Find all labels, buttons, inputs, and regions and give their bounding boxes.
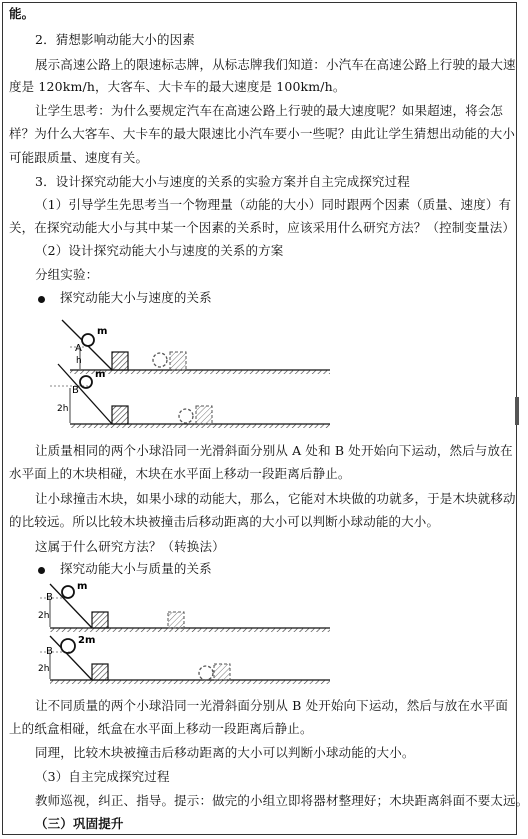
start-point-label: B	[46, 646, 53, 657]
wooden-block	[112, 352, 128, 370]
ball-mass-label: m	[95, 369, 106, 380]
mass-experiment-diagram	[40, 580, 330, 692]
block-moved-position	[214, 664, 230, 680]
text-line-17-part1	[35, 539, 225, 555]
text-line-11: 分组实验：	[35, 267, 99, 282]
block-moved-position	[170, 352, 186, 370]
text-line-16: 的比较远。所以比较木块被撞击后移动距离的大小可以判断小球动能的大小。	[9, 514, 440, 529]
text-line-23: 教师巡视，纠正、指导。提示：做完的小组立即将器材整理好；木块距离斜面不要太远。	[35, 793, 528, 808]
text-line-0: 能。	[9, 6, 35, 21]
text-line-8: （1）引导学生先思考当一个物理量（动能的大小）同时跟两个因素（质量、速度）有	[35, 197, 512, 212]
text-line-2: 展示高速公路上的限速标志牌，从标志牌我们知道：小汽车在高速公路上行驶的最大速	[35, 57, 516, 72]
text-line-13: 让质量相同的两个小球沿同一光滑斜面分别从 A 处和 B 处开始向下运动，然后与放在	[35, 443, 513, 458]
wooden-block	[92, 612, 108, 628]
speed-experiment-diagram	[40, 312, 330, 437]
text-line-10: （2）设计探究动能大小与速度的关系的方案	[35, 243, 284, 258]
height-label: 2h	[38, 611, 50, 621]
text-line-22: （3）自主完成探究过程	[35, 769, 170, 784]
wooden-block	[112, 406, 128, 424]
start-point-label: A	[75, 343, 82, 354]
text-line-4: 让学生思考：为什么要规定汽车在高速公路上行驶的最大速度呢？如果超速，将会怎	[35, 103, 504, 118]
text-line-20: 上的纸盒相碰，纸盒在水平面上移动一段距离后静止。	[9, 721, 313, 736]
edge-marker	[515, 397, 519, 425]
bullet-item-mass: 探究动能大小与质量的关系	[60, 561, 212, 576]
block-moved-position	[196, 406, 212, 424]
text-line-6: 可能跟质量、速度有关。	[9, 150, 149, 165]
wooden-block	[92, 664, 108, 680]
section-heading-consolidate: （三）巩固提升	[35, 816, 124, 831]
start-point-label: B	[72, 385, 79, 396]
text-line-21: 同理，比较木块被撞击后移动距离的大小可以判断小球动能的大小。	[35, 745, 415, 760]
method-question: 这属于什么研究方法？（转换法）	[35, 539, 225, 554]
start-point-label: B	[46, 592, 53, 603]
bullet-dot	[38, 567, 45, 574]
text-line-5: 样？为什么大客车、大卡车的最大限速比小汽车要小一些呢？由此让学生猜想出动能的大小	[9, 126, 516, 141]
height-label: 2h	[57, 404, 69, 414]
text-line-19: 让不同质量的两个小球沿同一光滑斜面分别从 B 处开始向下运动，然后与放在水平面	[35, 698, 508, 713]
height-label: h	[76, 356, 82, 366]
height-label: 2h	[38, 664, 50, 674]
text-line-9: 关，在探究动能大小与其中某一个因素的关系时，应该采用什么研究方法？（控制变量法）	[9, 220, 516, 235]
bullet-dot	[38, 296, 45, 303]
text-line-14: 水平面上的木块相碰，木块在水平面上移动一段距离后静止。	[9, 466, 351, 481]
section-heading-2: 2．猜想影响动能大小的因素	[35, 32, 195, 47]
section-heading-3: 3．设计探究动能大小与速度的关系的实验方案并自主完成探究过程	[35, 174, 410, 189]
text-line-15: 让小球撞击木块，如果小球的动能大，那么，它能对木块做的功就多，于是木块就移动	[35, 491, 516, 506]
ball-mass-label: m	[97, 326, 108, 337]
bullet-item-speed: 探究动能大小与速度的关系	[60, 290, 212, 305]
text-line-3: 度是 120km/h，大客车、大卡车的最大速度是 100km/h。	[9, 79, 346, 94]
ball-mass-label: 2m	[78, 635, 96, 646]
block-moved-position	[168, 612, 184, 628]
ball-mass-label: m	[77, 581, 88, 592]
